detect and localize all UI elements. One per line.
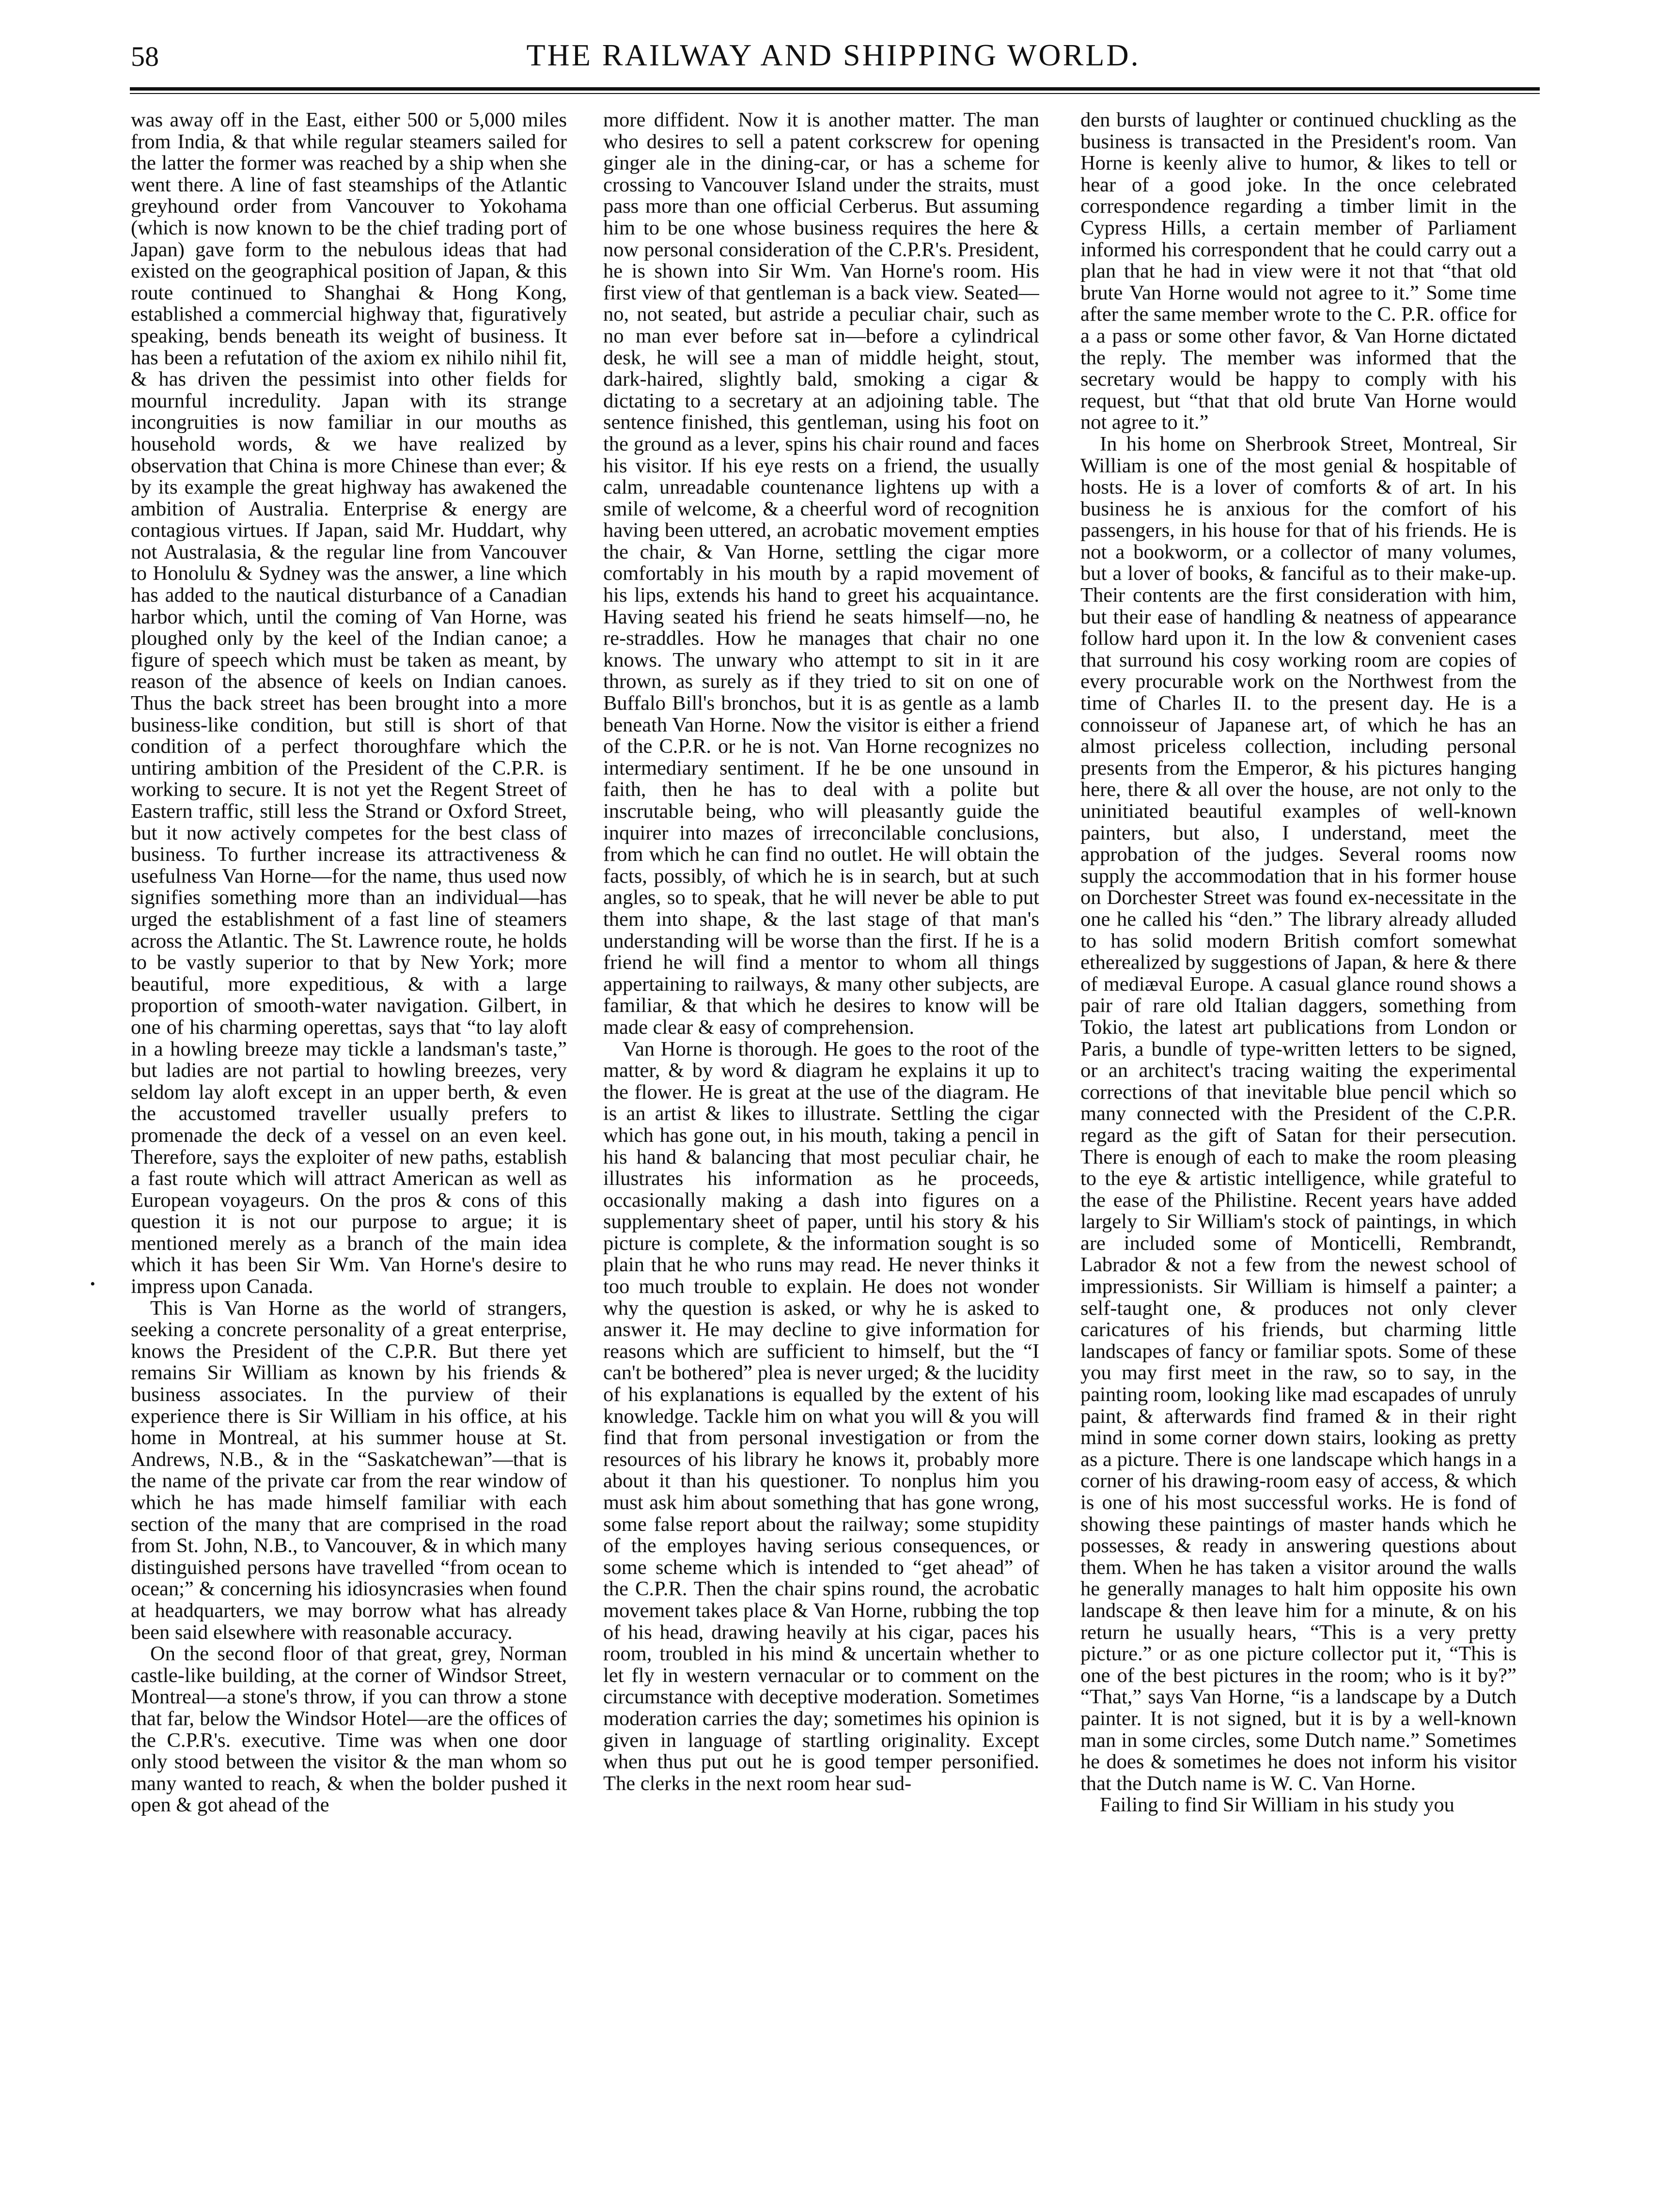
page-header <box>131 38 1536 81</box>
paragraph: was away off in the East, either 500 or 5,000 miles from India, & that while regular steamers sailed for the latter the former was reached by a ship when she went there. A line of fast steamships of the Atlantic greyhound order from Vancouver to Yokohama (which is now known to be the chief trading port of Japan) gave form to the nebulous ideas that had existed on the geographical position of Japan, & this route continued to Shanghai & Hong Kong, established a commercial highway that, figuratively speaking, bends beneath its weight of business. It has been a refutation of the axiom ex nihilo nihil fit, & has driven the pessimist into other fields for mournful incredulity. Japan with its strange incongruities is now familiar in our mouths as household words, & we have realized by observation that China is more Chinese than ever; & by its example the great highway has awakened the ambition of Australia. Enterprise & energy are contagious virtues. If Japan, said Mr. Huddart, why not Australasia, & the regular line from Vancouver to Honolulu & Sydney was the answer, a line which has added to the nautical disturbance of a Canadian harbor which, until the coming of Van Horne, was ploughed only by the keel of the Indian canoe; a figure of speech which must be taken as meant, by reason of the absence of keels on Indian canoes. Thus the back street has been brought into a more business-like condition, but still is short of that condition of a perfect thoroughfare which the untiring ambition of the President of the C.P.R. is working to secure. It is not yet the Regent Street of Eastern traffic, still less the Strand or Oxford Street, but it now actively competes for the best class of business. To further increase its attractiveness & usefulness Van Horne—for the name, thus used now signifies something more than an individual—has urged the establishment of a fast line of steamers across the Atlantic. The St. Lawrence route, he holds to be vastly superior to that by New York; more beautiful, more expeditious, & with a large proportion of smooth-water navigation. Gilbert, in one of his charming operettas, says that “to lay aloft in a howling breeze may tickle a landsman's taste,” but ladies are not partial to howling breezes, very seldom lay aloft except in an upper berth, & even the accustomed traveller usually prefers to promenade the deck of a vessel on an even keel. Therefore, says the exploiter of new paths, establish a fast route which will attract American as well as European voyageurs. On the pros & cons of this question it is not our purpose to argue; it is mentioned merely as a branch of the main idea which it has been Sir Wm. Van Horne's desire to impress upon Canada. <box>131 109 567 1298</box>
paragraph: On the second floor of that great, grey, Norman castle-like building, at the corner of Windsor Street, Montreal—a stone's throw, if you can throw a stone that far, below the Windsor Hotel—are the offices of the C.P.R's. executive. Time was when one door only stood between the visitor & the man whom so many wanted to reach, & when the bolder pushed it open & got ahead of the <box>131 1642 567 1817</box>
journal-title: THE RAILWAY AND SHIPPING WORLD. <box>526 38 1141 72</box>
text-column-2 <box>603 109 1039 2105</box>
paragraph: Van Horne is thorough. He goes to the root of the matter, & by word & diagram he explains it up to the flower. He is great at the use of the diagram. He is an artist & likes to illustrate. Settling the cigar which has gone out, in his mouth, taking a pencil in his hand & balancing that most peculiar chair, he illustrates his information as he proceeds, occasionally making a dash into figures on a supplementary sheet of paper, until his story & his picture is complete, & the information sought is so plain that he who runs may read. He never thinks it too much trouble to explain. He does not wonder why the question is asked, or why he is asked to answer it. He may decline to give information for reasons which are sufficient to himself, but the “I can't be bothered” plea is never urged; & the lucidity of his explanations is equalled by the extent of his knowledge. Tackle him on what you will & you will find that from personal investigation or from the resources of his library he knows it, probably more about it than his questioner. To nonplus him you must ask him about something that has gone wrong, some false report about the railway; some stupidity of the employes having serious consequences, or some scheme which is intended to “get ahead” of the C.P.R. Then the chair spins round, the acrobatic movement takes place & Van Horne, rubbing the top of his head, drawing heavily at his cigar, paces his room, troubled in his mind & uncertain whether to let fly in western vernacular or to comment on the circumstance with deceptive moderation. Sometimes moderation carries the day; sometimes his opinion is given in language of startling originality. Except when thus put out he is good temper personified. The clerks in the next room hear sud- <box>603 1037 1039 1795</box>
header-rule-thick <box>130 87 1540 91</box>
margin-mark: • <box>90 1276 95 1292</box>
text-column-1 <box>131 109 567 2105</box>
page-number: 58 <box>131 41 159 72</box>
paragraph: In his home on Sherbrook Street, Montreal, Sir William is one of the most genial & hospitable of hosts. He is a lover of comforts & of art. In his business he is anxious for the comfort of his passengers, in his house for that of his friends. He is not a bookworm, or a collector of many volumes, but a lover of books, & fanciful as to their make-up. Their contents are the first consideration with him, but their ease of handling & neatness of appearance follow hard upon it. In the low & convenient cases that surround his cosy working room are copies of every procurable work on the Northwest from the time of Charles II. to the present day. He is a connoisseur of Japanese art, of which he has an almost priceless collection, including personal presents from the Emperor, & his pictures hanging here, there & all over the house, are not only to the uninitiated beautiful examples of well-known painters, but also, I understand, meet the approbation of the judges. Several rooms now supply the accommodation that in his former house on Dorchester Street was found ex-necessitate in the one he called his “den.” The library already alluded to has solid modern British comfort somewhat etherealized by suggestions of Japan, & here & there of mediæval Europe. A casual glance round shows a pair of rare old Italian daggers, something from Tokio, the latest art publications from London or Paris, a bundle of type-written letters to be signed, or an architect's tracing waiting the experimental corrections of that inevitable blue pencil which so many connected with the President of the C.P.R. regard as the gift of Satan for their persecution. There is enough of each to make the room pleasing to the eye & artistic intelligence, while grateful to the ease of the Philistine. Recent years have added largely to Sir William's stock of paintings, in which are included some of Monticelli, Rembrandt, Labrador & not a few from the newest school of impressionists. Sir William is himself a painter; a self-taught one, & produces not only clever caricatures of his friends, but charming little landscapes of fancy or familiar spots. Some of these you may first meet in the raw, so to say, in the painting room, looking like mad escapades of unruly paint, & afterwards find framed & in their right mind in some corner down stairs, looking as pretty as a picture. There is one landscape which hangs in a corner of his drawing-room easy of access, & which is one of his most successful works. He is fond of showing these paintings of master hands which he possesses, & ready in answering questions about them. When he has taken a visitor around the walls he generally manages to halt him opposite his own landscape & then leave him for a minute, & on his return he usually hears, “This is a very pretty picture.” or as one picture collector put it, “This is one of the best pictures in the room; who is it by?” “That,” says Van Horne, “is a landscape by a Dutch painter. It is not signed, but it is by a well-known man in some circles, some Dutch name.” Sometimes he does & sometimes he does not inform his visitor that the Dutch name is W. C. Van Horne. <box>1080 432 1516 1795</box>
paragraph: more diffident. Now it is another matter. The man who desires to sell a patent corkscrew for opening ginger ale in the dining-car, or has a scheme for crossing to Vancouver Island under the straits, must pass more than one official Cerberus. But assuming him to be one whose business requires the here & now personal consideration of the C.P.R's. President, he is shown into Sir Wm. Van Horne's room. His first view of that gentleman is a back view. Seated—no, not seated, but astride a peculiar chair, such as no man ever before sat in—before a cylindrical desk, he will see a man of middle height, stout, dark-haired, slightly bald, smoking a cigar & dictating to a secretary at an adjoining table. The sentence finished, this gentleman, using his foot on the ground as a lever, spins his chair round and faces his visitor. If his eye rests on a friend, the usually calm, unreadable countenance lightens up with a smile of welcome, & a cheerful word of recognition having been uttered, an acrobatic movement empties the chair, & Van Horne, settling the cigar more comfortably in his mouth by a rapid movement of his lips, extends his hand to greet his acquaintance. Having seated his friend he seats himself—no, he re-straddles. How he manages that chair no one knows. The unwary who attempt to sit in it are thrown, as surely as if they tried to sit on one of Buffalo Bill's bronchos, but it is as gentle as a lamb beneath Van Horne. Now the visitor is either a friend of the C.P.R. or he is not. Van Horne recognizes no intermediary sentiment. If he be one unsound in faith, then he has to deal with a polite but inscrutable being, who will pleasantly guide the inquirer into mazes of irreconcilable conclusions, from which he can find no outlet. He will obtain the facts, possibly, of which he is in search, but at such angles, so to speak, that he will never be able to put them into shape, & the last stage of that man's understanding will be worse than the first. If he is a friend he will find a mentor to whom all things appertaining to railways, & many other subjects, are familiar, & that which he desires to know will be made clear & easy of comprehension. <box>603 109 1039 1039</box>
paragraph: This is Van Horne as the world of strangers, seeking a concrete personality of a great enterprise, knows the President of the C.P.R. But there yet remains Sir William as known by his friends & business associates. In the purview of their experience there is Sir William in his office, at his home in Montreal, at his summer house at St. Andrews, N.B., & in the “Saskatchewan”—that is the name of the private car from the rear window of which he has made himself familiar with each section of the many that are comprised in the road from St. John, N.B., to Vancouver, & in which many distinguished persons have travelled “from ocean to ocean;” & concerning his idiosyncrasies when found at headquarters, we may borrow what has already been said elsewhere with reasonable accuracy. <box>131 1296 567 1644</box>
text-column-3 <box>1080 109 1516 2105</box>
header-rule-thin <box>130 93 1540 94</box>
paragraph: den bursts of laughter or continued chuckling as the business is transacted in the President's room. Van Horne is keenly alive to humor, & likes to tell or hear of a good joke. In the once celebrated correspondence regarding a timber limit in the Cypress Hills, a certain member of Parliament informed his correspondent that he could carry out a plan that he had in view were it not that “that old brute Van Horne would not agree to it.” Some time after the same member wrote to the C. P.R. office for a a pass or some other favor, & Van Horne dictated the reply. The member was informed that the secretary would be happy to comply with his request, but “that that old brute Van Horne would not agree to it.” <box>1080 109 1516 434</box>
paragraph: Failing to find Sir William in his study you <box>1100 1793 1454 1817</box>
